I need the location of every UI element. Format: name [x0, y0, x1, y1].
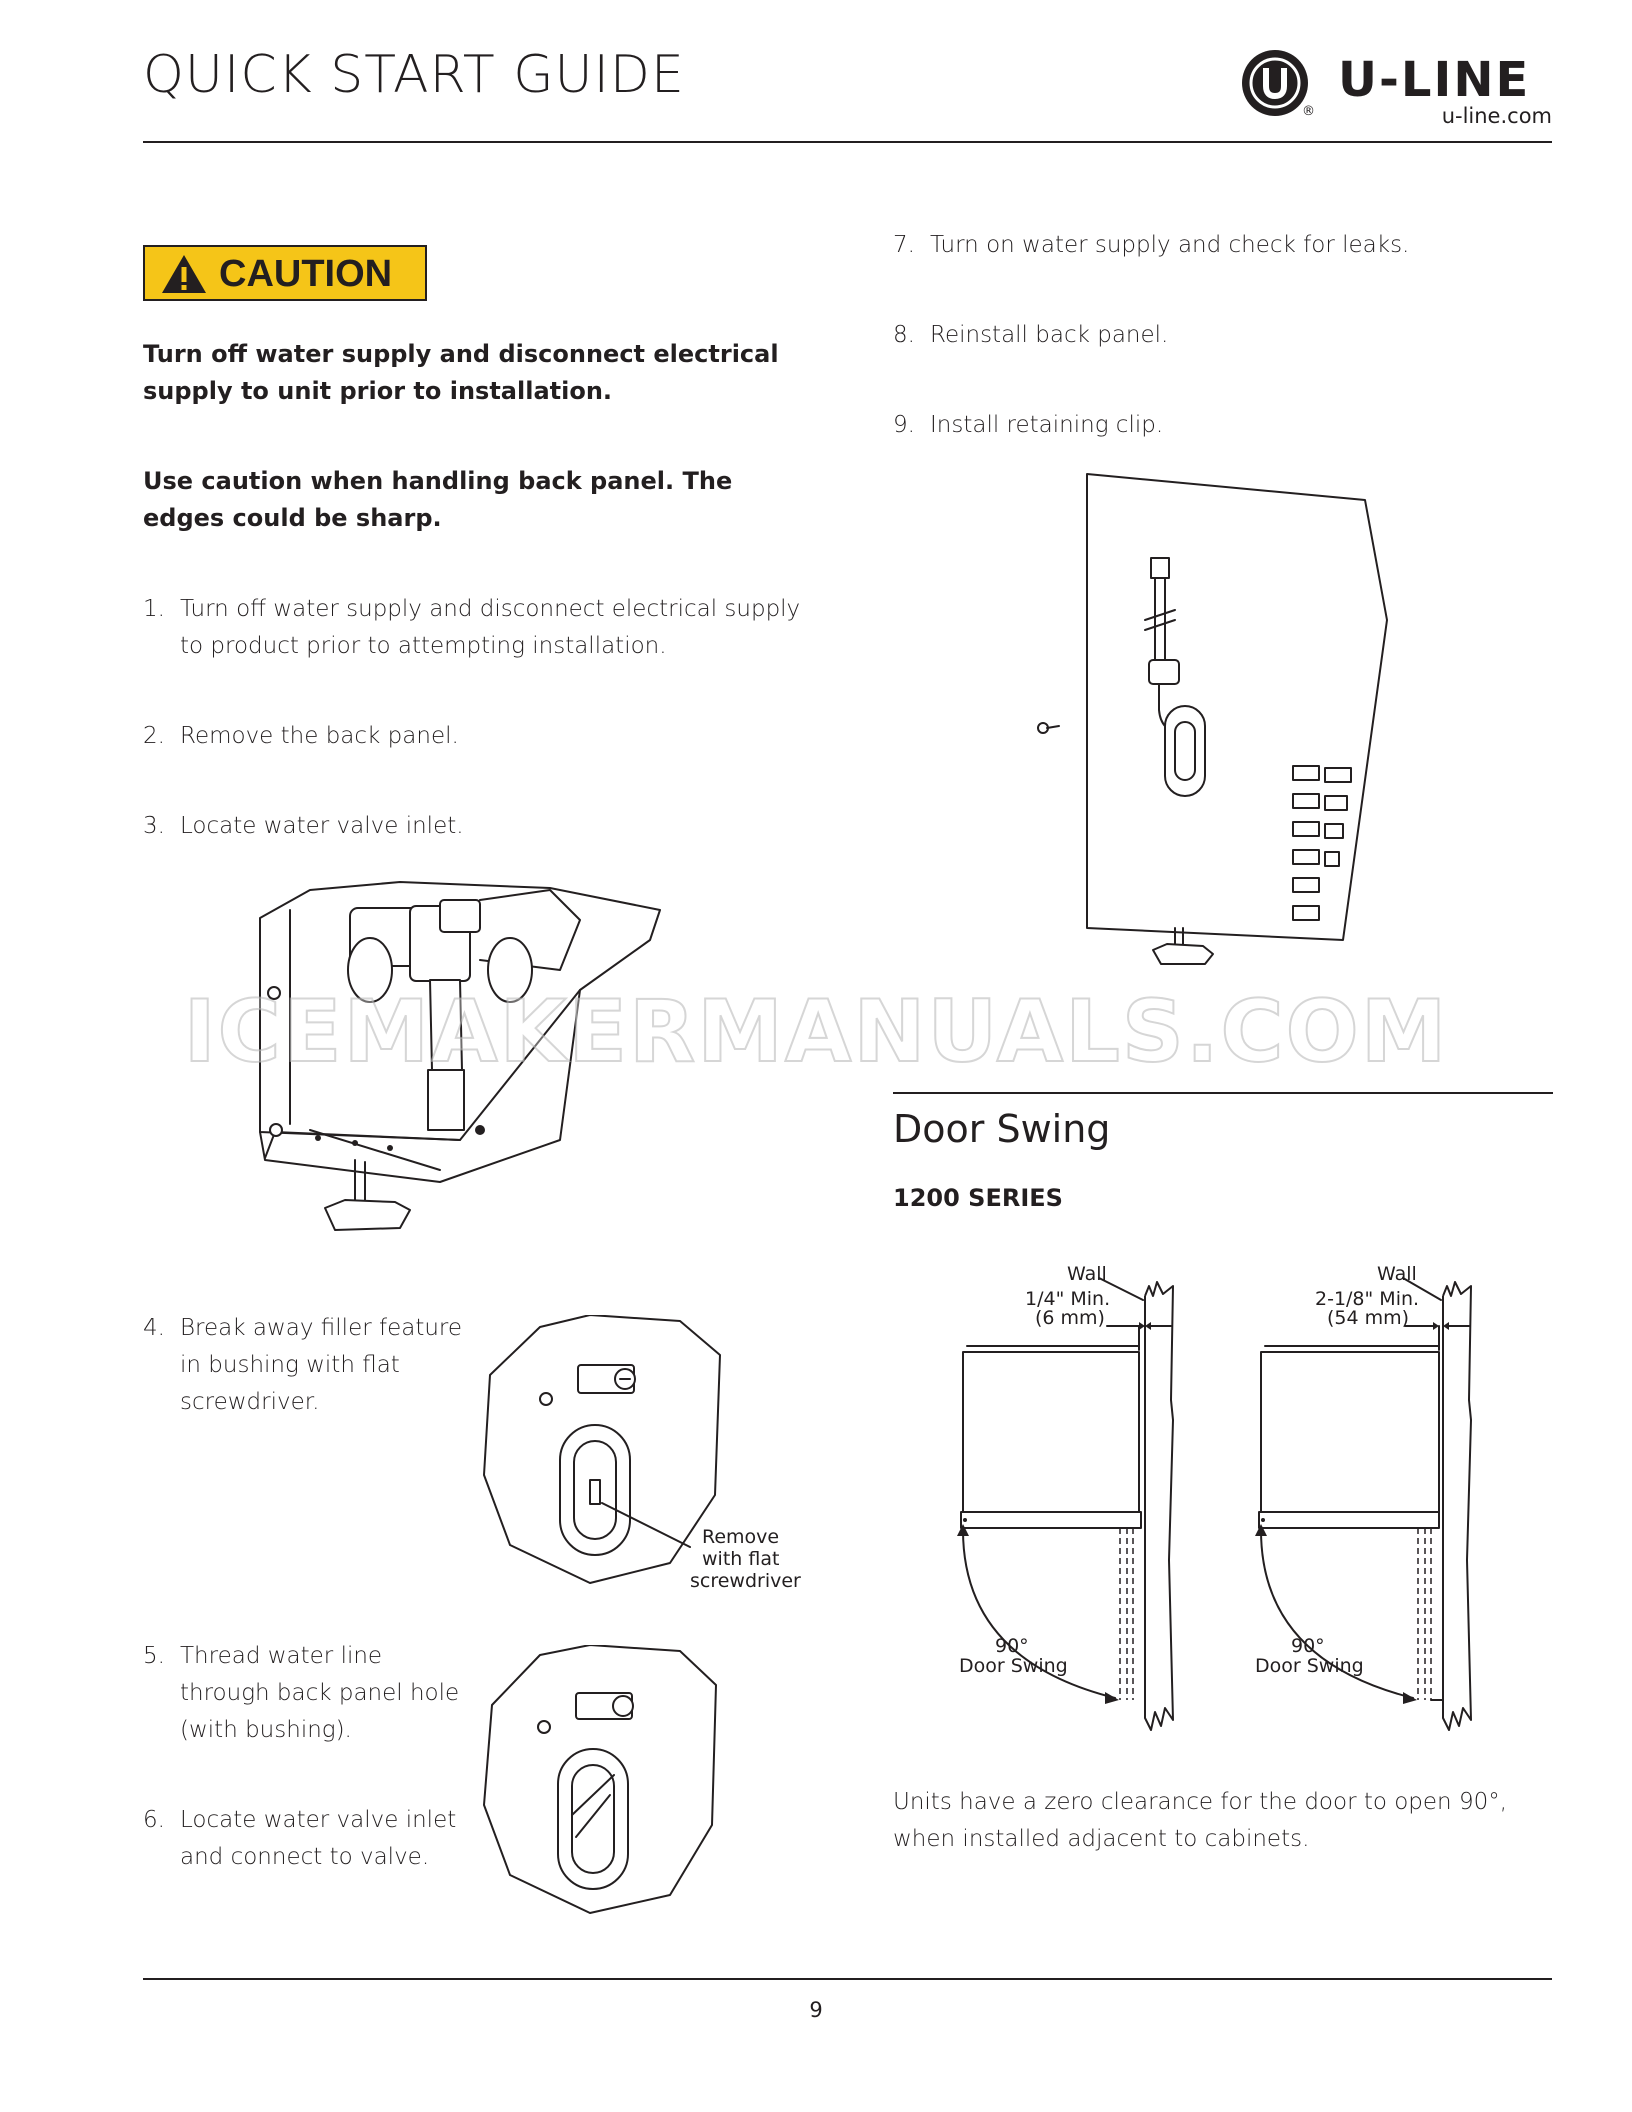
step-8 [893, 317, 1553, 357]
step-7 [893, 227, 1553, 267]
door-swing-diagram-right [1253, 1260, 1503, 1750]
caution-badge [143, 245, 427, 301]
brand-name: U-LINE [1338, 52, 1531, 108]
clearance-metric: (6 mm) [1035, 1307, 1105, 1329]
step-number: 2. [143, 723, 165, 749]
step-number: 7. [893, 232, 915, 258]
wall-label: Wall [1067, 1263, 1107, 1285]
step-text-line: Locate water valve inlet [180, 1807, 457, 1833]
swing-label: Door Swing [1255, 1655, 1364, 1677]
step-9 [893, 407, 1553, 447]
watermark-text: ICEMAKERMANUALS.COM [183, 982, 1449, 1082]
step-text-line: Break away filler feature [180, 1315, 463, 1341]
caution-label: CAUTION [219, 253, 393, 295]
step-1 [143, 591, 863, 671]
bushing-with-line-illustration [480, 1645, 720, 1915]
door-swing-diagram-left [955, 1260, 1205, 1750]
step-text-line: Turn on water supply and check for leaks. [930, 232, 1410, 258]
brand-url: u-line.com [1441, 104, 1552, 128]
step-text-line: Remove the back panel. [180, 723, 459, 749]
step-number: 3. [143, 813, 165, 839]
header-rule [143, 141, 1552, 143]
series-label: 1200 SERIES [893, 1184, 1063, 1212]
page-number: 9 [809, 1998, 823, 2022]
step-text-line: and connect to valve. [180, 1844, 430, 1870]
section-rule [893, 1092, 1553, 1094]
caution-warning-1: Turn off water supply and disconnect electrical supply to unit prior to installation. [143, 340, 779, 405]
bushing-illustration [480, 1315, 810, 1590]
callout-line-1: Remove [702, 1526, 780, 1548]
step-text-line: Locate water valve inlet. [180, 813, 464, 839]
wall-label: Wall [1377, 1263, 1417, 1285]
clearance-label: 1/4" Min. [1025, 1288, 1111, 1310]
retaining-clip-illustration [1025, 470, 1395, 975]
swing-angle: 90° [1291, 1635, 1325, 1657]
callout-line-3: screwdriver [690, 1570, 801, 1590]
page-title: QUICK START GUIDE [143, 45, 685, 105]
step-number: 9. [893, 412, 915, 438]
registered-mark: ® [1302, 104, 1315, 119]
step-number: 4. [143, 1315, 165, 1341]
step-text-line: through back panel hole [180, 1680, 460, 1706]
brand-logo [1240, 46, 1552, 136]
step-text-line: Turn off water supply and disconnect electrical supply [180, 596, 801, 622]
step-text-line: (with bushing). [180, 1717, 352, 1743]
step-number: 6. [143, 1807, 165, 1833]
footer-rule [143, 1978, 1552, 1980]
step-3 [143, 808, 863, 848]
step-text-line: to product prior to attempting installation. [180, 633, 667, 659]
step-text-line: screwdriver. [180, 1389, 320, 1415]
warning-triangle-icon [159, 252, 209, 296]
step-text-line: Install retaining clip. [930, 412, 1164, 438]
step-number: 5. [143, 1643, 165, 1669]
step-text-line: Thread water line [180, 1643, 383, 1669]
step-number: 1. [143, 596, 165, 622]
door-swing-heading: Door Swing [893, 1107, 1111, 1151]
step-text-line: Reinstall back panel. [930, 322, 1169, 348]
u-line-logo-icon [1240, 48, 1310, 118]
door-swing-note: Units have a zero clearance for the door to open 90°, when installed adjacent to cabinets. [893, 1789, 1508, 1852]
step-2 [143, 718, 863, 758]
swing-label: Door Swing [959, 1655, 1068, 1677]
caution-warning-2: Use caution when handling back panel. The edges could be sharp. [143, 467, 733, 532]
step-number: 8. [893, 322, 915, 348]
callout-line-2: with flat [702, 1548, 780, 1570]
clearance-metric: (54 mm) [1327, 1307, 1410, 1329]
step-text-line: in bushing with flat [180, 1352, 400, 1378]
swing-angle: 90° [995, 1635, 1029, 1657]
clearance-label: 2-1/8" Min. [1315, 1288, 1420, 1310]
